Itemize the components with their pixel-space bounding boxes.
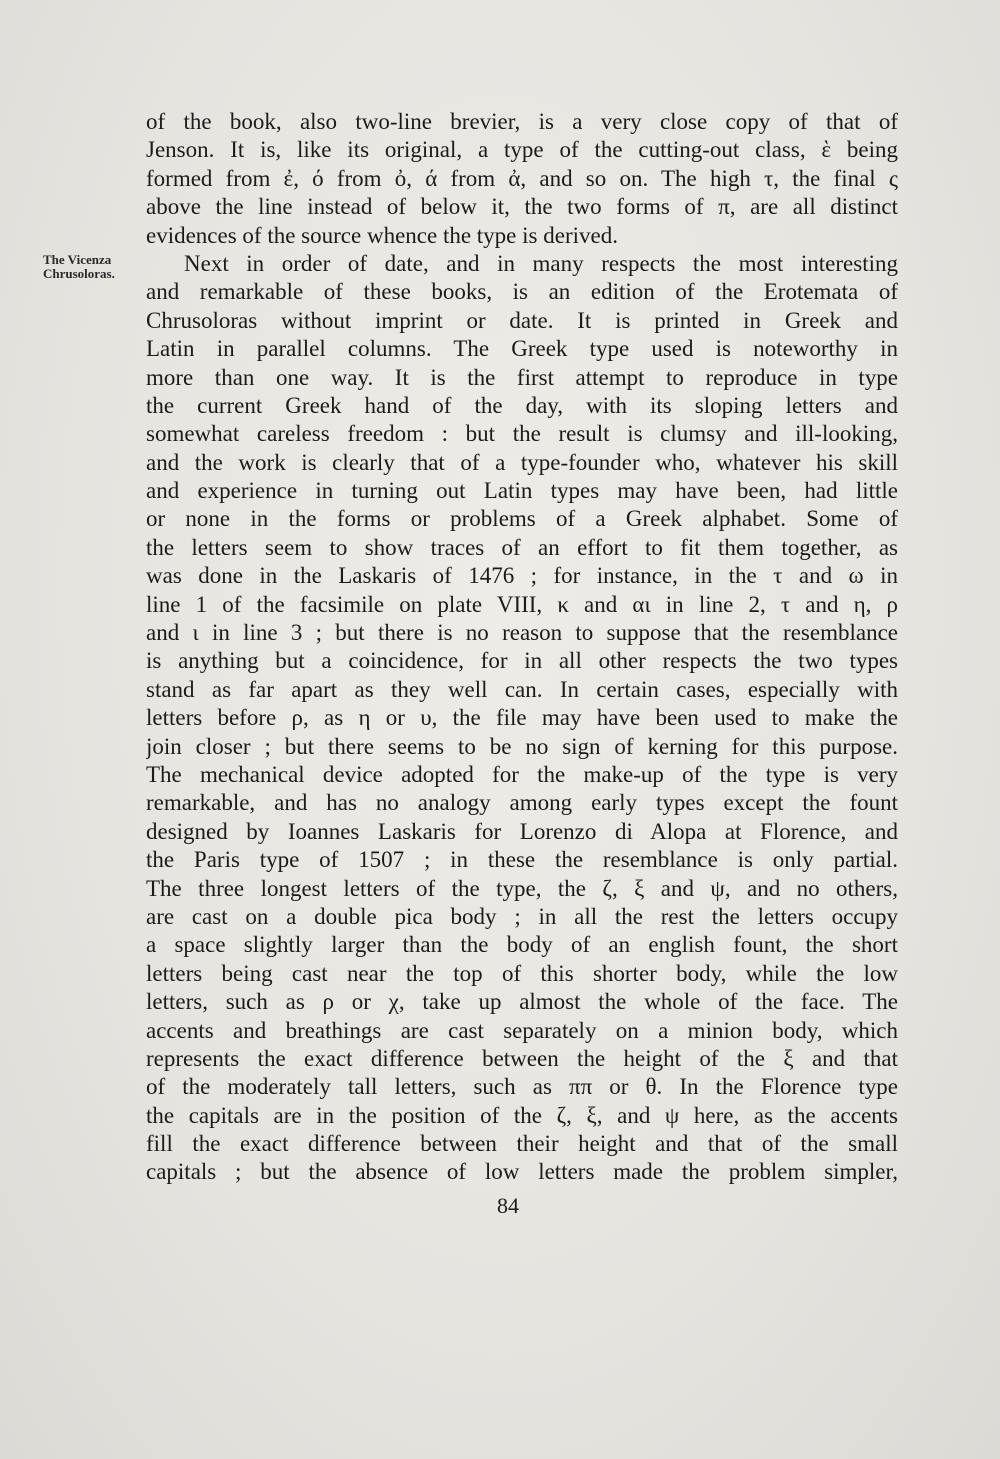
text-line: designed by Ioannes Laskaris for Lorenzo di Alopa at Florence, and [146, 818, 898, 844]
text-line: a space slightly larger than the body of an english fount, the short [146, 932, 898, 958]
text-line: Latin in parallel columns. The Greek type used is noteworthy in [146, 336, 898, 362]
text-line: was done in the Laskaris of 1476 ; for instance, in the τ and ω in [146, 563, 898, 589]
text-line: more than one way. It is the first attempt to reproduce in type [146, 364, 898, 390]
text-line: Chrusoloras without imprint or date. It is printed in Greek and [146, 307, 898, 333]
page-number: 84 [497, 1193, 519, 1218]
text-line: of the book, also two-line brevier, is a very close copy of that of [146, 109, 898, 134]
text-line: fill the exact difference between their height and that of the small [146, 1131, 898, 1157]
text-line: Jenson. It is, like its original, a type of the cutting-out class, ὲ being [146, 137, 898, 163]
text-line: letters before ρ, as η or υ, the file may have been used to make the [146, 705, 898, 731]
text-line: The three longest letters of the type, the ζ, ξ and ψ, and no others, [146, 875, 898, 901]
text-line: line 1 of the facsimile on plate VIII, κ and αι in line 2, τ and η, ρ [146, 591, 898, 617]
text-line: evidences of the source whence the type is derived. [146, 222, 618, 248]
text-line: represents the exact difference between the height of the ξ and that [146, 1045, 898, 1071]
text-line: The mechanical device adopted for the make-up of the type is very [146, 761, 898, 787]
text-line: formed from ἐ, ό from ὀ, ά from ἀ, and so on. The high τ, the final ς [146, 165, 898, 191]
text-line: the capitals are in the position of the ζ, ξ, and ψ here, as the accents [146, 1102, 898, 1128]
text-line: and remarkable of these books, is an edition of the Erotemata of [146, 279, 898, 305]
body-text [146, 108, 898, 1187]
text-line: and experience in turning out Latin types may have been, had little [146, 478, 898, 504]
margin-note-line-1: The Vicenza [43, 252, 112, 267]
text-line: Next in order of date, and in many respects the most interesting [184, 250, 898, 276]
text-line: somewhat careless freedom : but the result is clumsy and ill-looking, [146, 421, 898, 447]
text-line: the Paris type of 1507 ; in these the resemblance is only partial. [146, 847, 898, 873]
text-line: remarkable, and has no analogy among early types except the fount [146, 790, 898, 816]
text-line: is anything but a coincidence, for in all other respects the two types [146, 648, 898, 674]
text-line: and ι in line 3 ; but there is no reason to suppose that the resemblance [146, 620, 898, 646]
text-line: and the work is clearly that of a type-founder who, whatever his skill [146, 449, 898, 475]
text-line: join closer ; but there seems to be no sign of kerning for this purpose. [146, 733, 898, 759]
text-line: the letters seem to show traces of an effort to fit them together, as [146, 534, 898, 560]
text-line: stand as far apart as they well can. In certain cases, especially with [146, 676, 898, 702]
text-line: accents and breathings are cast separately on a minion body, which [146, 1017, 898, 1043]
text-line: of the moderately tall letters, such as ππ or θ. In the Florence type [146, 1074, 898, 1100]
text-line: or none in the forms or problems of a Greek alphabet. Some of [146, 506, 898, 532]
text-line: are cast on a double pica body ; in all the rest the letters occupy [146, 903, 898, 929]
text-line: letters being cast near the top of this shorter body, while the low [146, 960, 898, 986]
text-line: capitals ; but the absence of low letters made the problem simpler, [146, 1159, 898, 1185]
margin-note [43, 253, 143, 281]
margin-note-line-2: Chrusoloras. [43, 266, 115, 281]
text-line: above the line instead of below it, the two forms of π, are all distinct [146, 194, 898, 220]
text-line: the current Greek hand of the day, with its sloping letters and [146, 392, 898, 418]
text-line: letters, such as ρ or χ, take up almost the whole of the face. The [146, 989, 898, 1015]
